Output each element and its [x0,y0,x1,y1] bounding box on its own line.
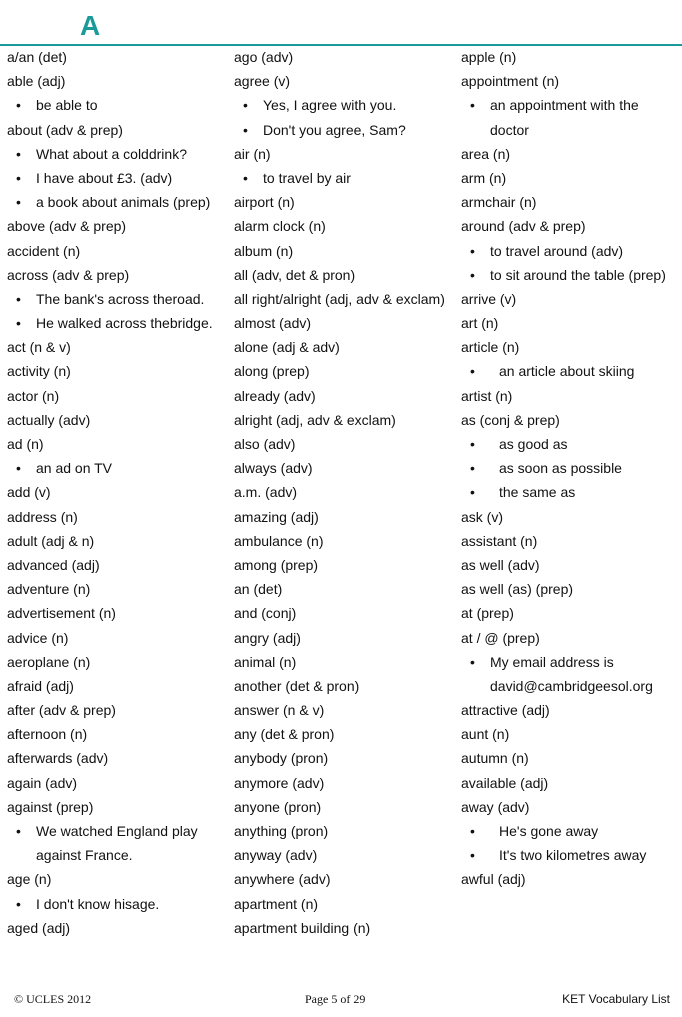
example-bullet-item [7,456,229,480]
example-text: It's two kilometres away [499,847,647,864]
example-text: What about a colddrink? [36,145,187,162]
headword-entry: apartment building (n) [234,919,371,936]
bullet-icon: • [470,363,475,380]
headword-entry: any (det & pron) [234,726,335,743]
example-text: as soon as possible [499,460,622,477]
example-text: to sit around the table (prep) [490,266,666,283]
example-bullet-item [7,892,229,916]
headword-entry: artist (n) [461,387,513,404]
headword-entry: actually (adv) [7,411,91,428]
headword-entry: already (adv) [234,387,316,404]
headword-entry: able (adj) [7,73,66,90]
example-text: an appointment with the [490,97,639,114]
headword-entry: around (adv & prep) [461,218,586,235]
headword-entry: and (conj) [234,605,297,622]
bullet-icon: • [470,653,475,670]
example-text: We watched England play [36,823,198,839]
headword-entry: advanced (adj) [7,556,100,573]
headword-entry: add (v) [7,484,51,501]
bullet-icon: • [16,194,21,211]
example-bullet-item [461,843,679,867]
headword-entry: aunt (n) [461,726,510,743]
example-bullet-item [461,432,679,456]
example-bullet-item [461,819,679,843]
example-text: The bank's across theroad. [36,290,205,307]
headword-entry: angry (adj) [234,629,301,646]
headword-entry: alright (adj, adv & exclam) [234,411,396,428]
headword-entry: advice (n) [7,629,69,646]
bullet-icon: • [470,97,475,114]
headword-entry: among (prep) [234,556,319,573]
headword-entry: anyone (pron) [234,798,322,815]
headword-entry: age (n) [7,871,52,888]
headword-entry: autumn (n) [461,750,529,767]
example-bullet-item [234,93,456,117]
bullet-icon: • [16,97,21,114]
example-text: to travel by air [263,169,351,186]
bullet-icon: • [16,169,21,186]
headword-entry: almost (adv) [234,315,312,332]
headword-entry: available (adj) [461,774,549,791]
headword-entry: at / @ (prep) [461,629,540,646]
headword-entry: alone (adj & adv) [234,339,340,356]
example-text: as good as [499,436,568,452]
headword-entry: all (adv, det & pron) [234,266,356,283]
example-bullet-item [461,650,679,674]
headword-entry: animal (n) [234,653,297,670]
headword-entry: anymore (adv) [234,774,325,791]
headword-entry: airport (n) [234,194,295,211]
headword-entry: awful (adj) [461,871,526,888]
example-text: to travel around (adv) [490,242,624,259]
bullet-icon: • [470,460,475,477]
example-text: the same as [499,484,576,501]
example-text: My email address is [490,653,614,670]
headword-entry: above (adv & prep) [7,218,127,235]
headword-entry: away (adv) [461,798,530,815]
example-text: He's gone away [499,823,599,839]
headword-entry: album (n) [234,242,294,259]
bullet-icon: • [470,847,475,864]
bullet-icon: • [470,242,475,259]
example-bullet-item [461,93,679,117]
headword-entry: a.m. (adv) [234,484,298,501]
headword-entry: article (n) [461,339,520,356]
headword-entry: apartment (n) [234,895,319,912]
example-bullet-item [461,263,679,287]
example-text: against France. [36,847,133,864]
example-text: david@cambridgeesol.org [490,677,653,694]
headword-entry: address (n) [7,508,78,525]
headword-entry: answer (n & v) [234,702,325,719]
section-letter: A [80,10,101,41]
headword-entry: a/an (det) [7,49,67,65]
headword-entry: accident (n) [7,242,81,259]
example-bullet-item [461,239,679,263]
word-column-1 [7,45,229,940]
headword-entry: also (adv) [234,436,296,452]
bullet-icon: • [243,121,248,138]
headword-entry: aged (adj) [7,919,71,936]
headword-entry: along (prep) [234,363,310,380]
example-bullet-item [7,819,229,843]
headword-entry: afterwards (adv) [7,750,109,767]
bullet-icon: • [470,266,475,283]
headword-entry: anything (pron) [234,823,329,839]
example-bullet-item [234,118,456,142]
headword-entry: art (n) [461,315,499,332]
bullet-icon: • [243,169,248,186]
example-text: He walked across thebridge. [36,315,213,332]
headword-entry: adult (adj & n) [7,532,95,549]
bullet-icon: • [16,895,21,912]
headword-entry: apple (n) [461,49,517,65]
headword-entry: again (adv) [7,774,78,791]
headword-entry: ask (v) [461,508,503,525]
headword-entry: across (adv & prep) [7,266,130,283]
example-text: be able to [36,97,98,114]
headword-entry: armchair (n) [461,194,537,211]
bullet-icon: • [470,484,475,501]
bullet-icon: • [16,460,21,477]
headword-entry: anywhere (adv) [234,871,331,888]
footer-copyright: © UCLES 2012 [14,992,92,1006]
headword-entry: area (n) [461,145,511,162]
headword-entry: all right/alright (adj, adv & exclam) [234,290,445,307]
example-text: Don't you agree, Sam? [263,121,406,138]
headword-entry: another (det & pron) [234,677,360,694]
headword-entry: as well (as) (prep) [461,581,574,598]
headword-entry: against (prep) [7,798,94,815]
headword-entry: about (adv & prep) [7,121,123,138]
headword-entry: arrive (v) [461,290,517,307]
example-text: an article about skiing [499,363,635,380]
headword-entry: ago (adv) [234,49,294,65]
headword-entry: as well (adv) [461,556,540,573]
headword-entry: as (conj & prep) [461,411,560,428]
headword-entry: ad (n) [7,436,44,452]
bullet-icon: • [470,823,475,839]
example-bullet-item [7,142,229,166]
example-bullet-item [461,456,679,480]
headword-entry: anyway (adv) [234,847,318,864]
headword-entry: assistant (n) [461,532,538,549]
headword-entry: activity (n) [7,363,71,380]
example-text: I have about £3. (adv) [36,169,173,186]
bullet-icon: • [16,823,21,839]
footer-document-title: KET Vocabulary List [562,992,670,1006]
example-continuation [461,118,679,142]
headword-entry: advertisement (n) [7,605,116,622]
headword-entry: anybody (pron) [234,750,329,767]
example-bullet-item [461,359,679,383]
example-bullet-item [7,93,229,117]
headword-entry: afternoon (n) [7,726,88,743]
bullet-icon: • [470,436,475,452]
headword-entry: attractive (adj) [461,702,550,719]
headword-entry: at (prep) [461,605,514,622]
example-text: I don't know hisage. [36,895,160,912]
headword-entry: air (n) [234,145,271,162]
example-text: an ad on TV [36,460,113,477]
example-bullet-item [7,311,229,335]
example-bullet-item [7,287,229,311]
bullet-icon: • [16,315,21,332]
headword-entry: actor (n) [7,387,60,404]
example-bullet-item [7,190,229,214]
footer-page-number: Page 5 of 29 [305,992,366,1006]
example-continuation [7,843,229,867]
example-bullet-item [234,166,456,190]
example-continuation [461,674,679,698]
example-text: Yes, I agree with you. [263,97,397,114]
word-column-3 [461,45,679,892]
headword-entry: appointment (n) [461,73,560,90]
word-column-2 [234,45,456,940]
headword-entry: ambulance (n) [234,532,324,549]
example-bullet-item [461,480,679,504]
example-bullet-item [7,166,229,190]
headword-entry: adventure (n) [7,581,91,598]
headword-entry: afraid (adj) [7,677,74,694]
headword-entry: act (n & v) [7,339,71,356]
bullet-icon: • [16,145,21,162]
bullet-icon: • [16,290,21,307]
headword-entry: arm (n) [461,169,507,186]
example-text: a book about animals (prep) [36,194,211,211]
headword-entry: amazing (adj) [234,508,319,525]
example-text: doctor [490,121,529,138]
headword-entry: an (det) [234,581,283,598]
headword-entry: always (adv) [234,460,313,477]
headword-entry: after (adv & prep) [7,702,116,719]
bullet-icon: • [243,97,248,114]
headword-entry: alarm clock (n) [234,218,326,235]
headword-entry: aeroplane (n) [7,653,91,670]
headword-entry: agree (v) [234,73,291,90]
